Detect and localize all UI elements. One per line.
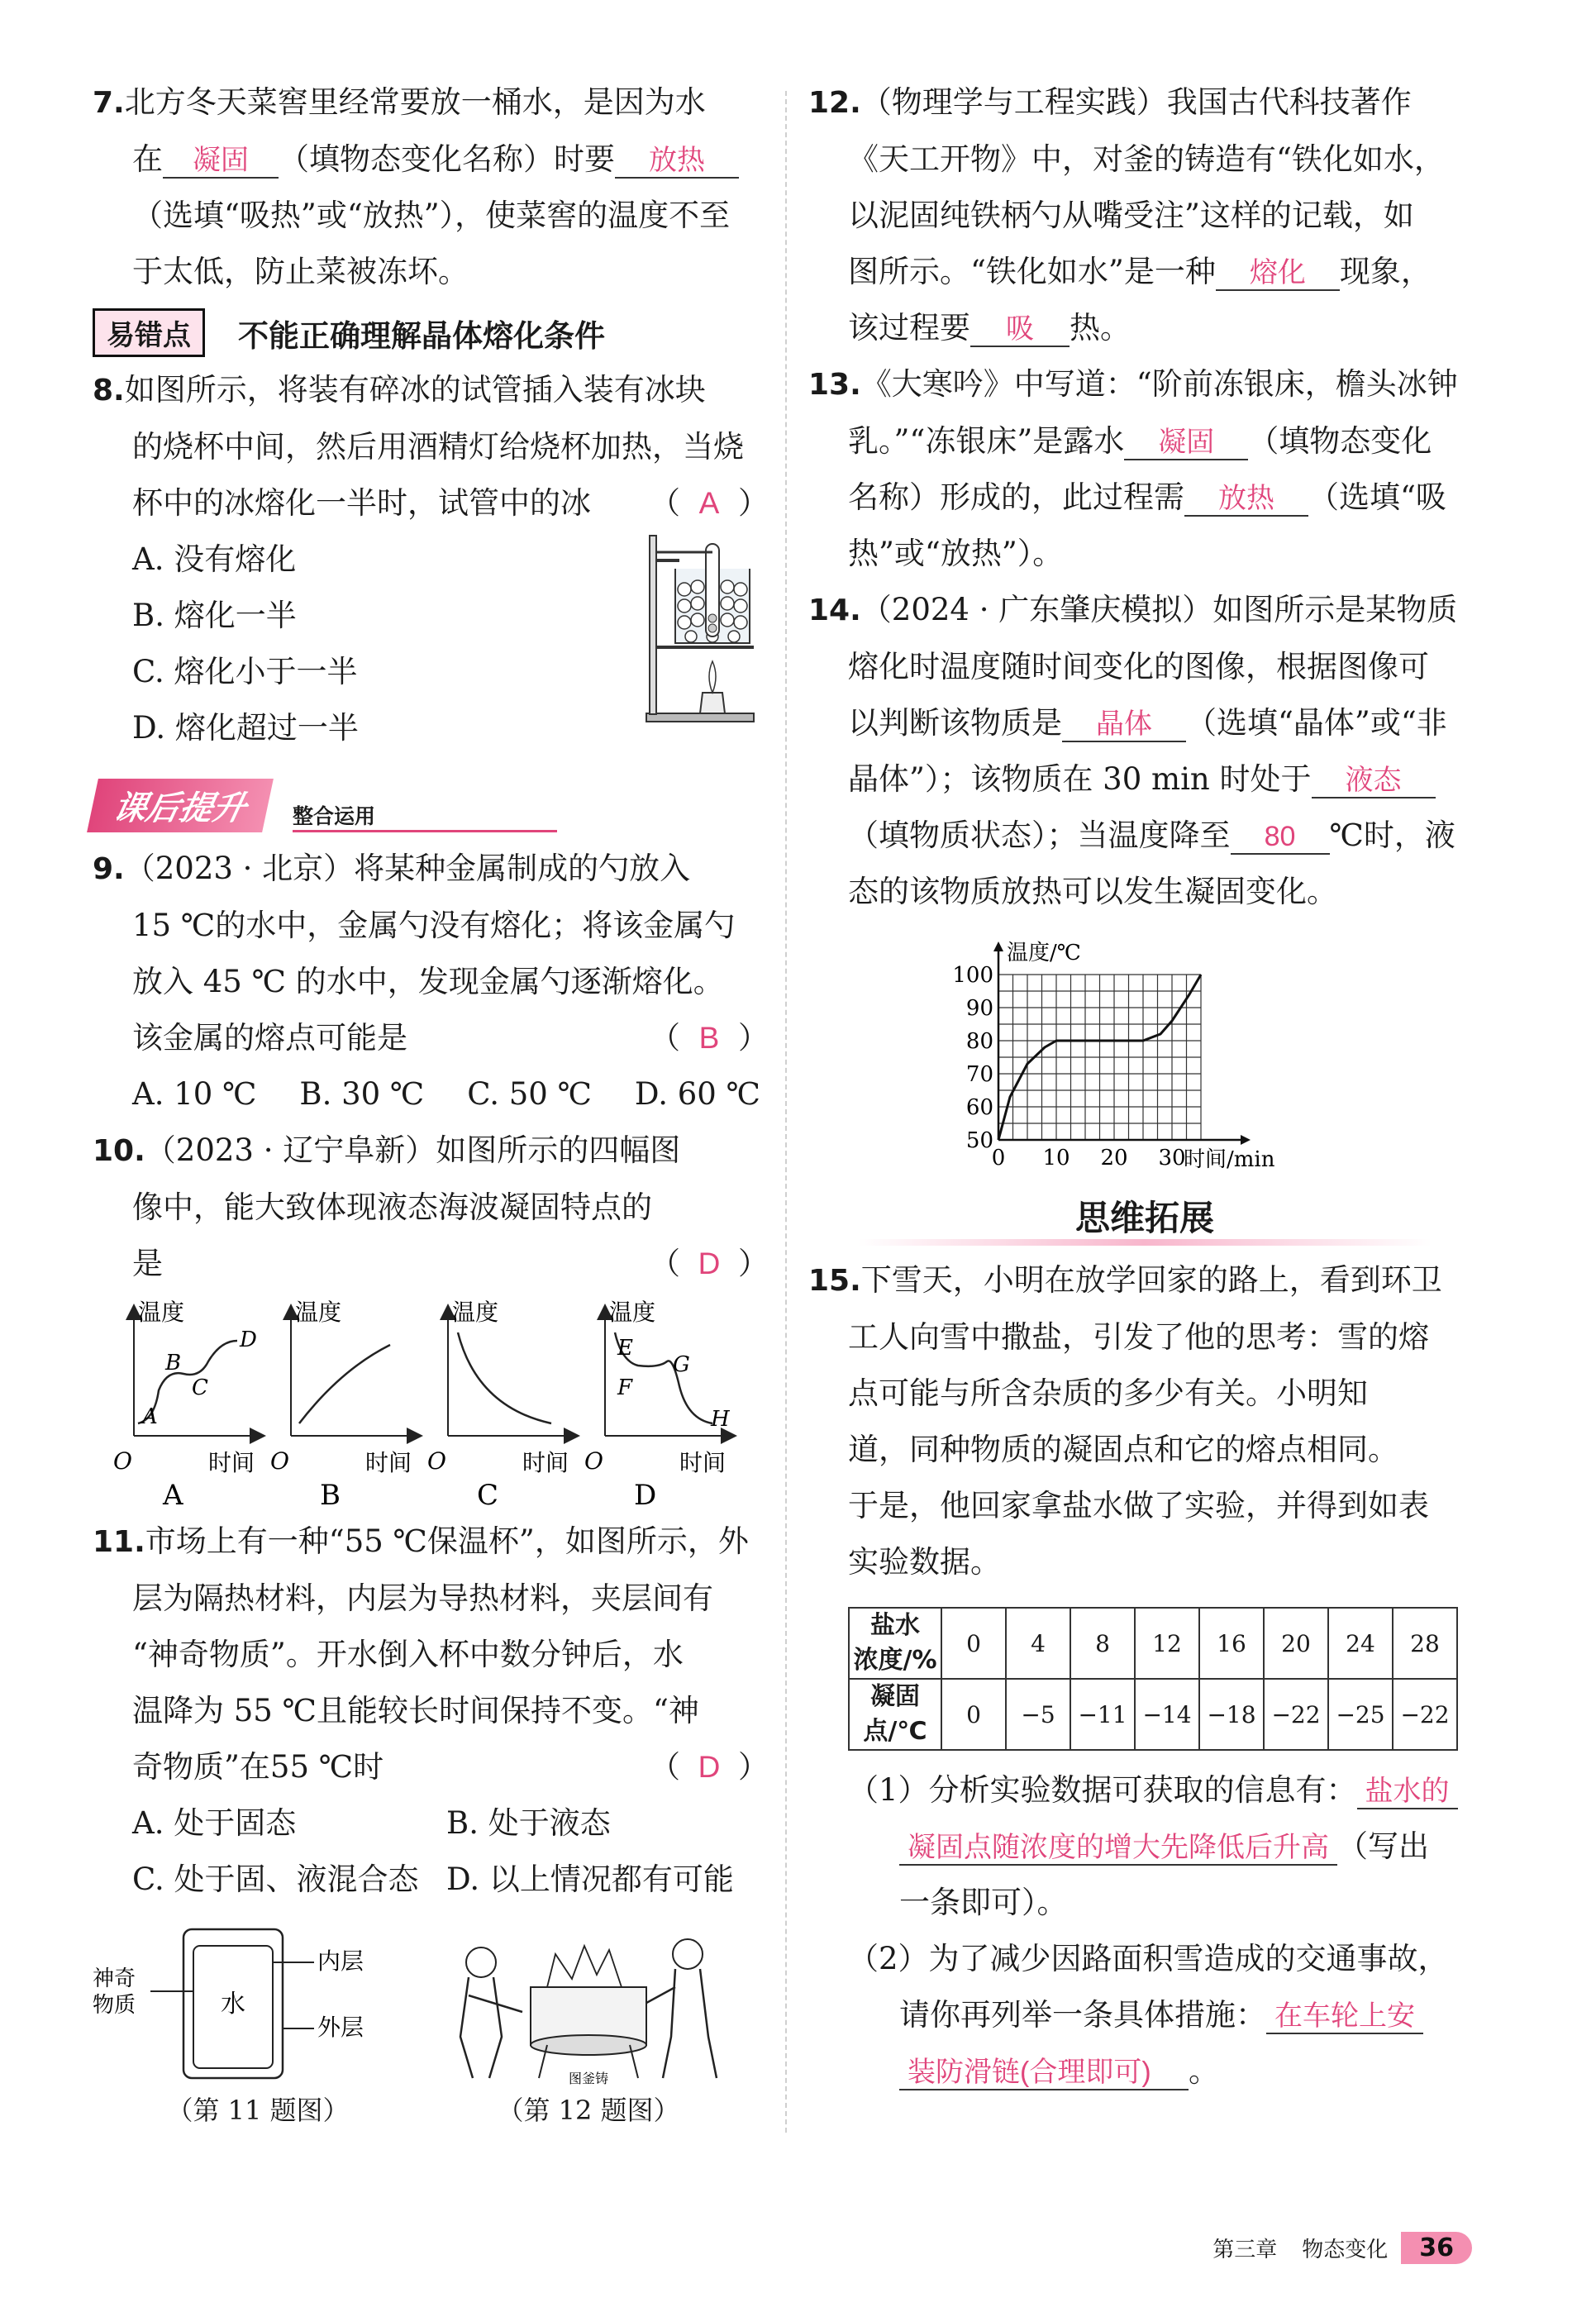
question-number: 10. bbox=[93, 1134, 145, 1168]
answer-blank: 液态 bbox=[1312, 764, 1436, 798]
question-number: 14. bbox=[808, 593, 861, 627]
question-8: 8.如图所示，将装有碎冰的试管插入装有冰块 的烧杯中间，然后用酒精灯给烧杯加热，当烧 杯中的冰熔化一半时，试管中的冰 （ A ） A. 没有熔化 B. 熔化一半 C. 熔化小于一半 D. 熔化超过一半 bbox=[93, 362, 769, 756]
figure-caption: （第 11 题图） bbox=[166, 2095, 350, 2126]
answer-blank: 放热 bbox=[1184, 482, 1308, 517]
option: B. 熔化一半 bbox=[132, 598, 297, 633]
question-number: 12. bbox=[808, 86, 861, 120]
graph-letter: B bbox=[320, 1479, 341, 1510]
answer-blank: 熔化 bbox=[1216, 256, 1340, 291]
thinking-extension-header: 思维拓展 bbox=[808, 1191, 1481, 1241]
origin-label: O bbox=[584, 1447, 603, 1475]
y-tick-label: 50 bbox=[965, 1128, 993, 1153]
table-cell: −22 bbox=[1393, 1679, 1457, 1750]
figure-caption: （第 12 题图） bbox=[497, 2095, 680, 2126]
right-column bbox=[808, 74, 1481, 2100]
question-13: 13.《大寒吟》中写道：“阶前冻银床，檐头冰钟 乳。”“冻银床”是露水 凝固 （填物态变化 名称）形成的，此过程需 放热 （选填“吸 热”或“放热”）。 bbox=[808, 366, 1458, 571]
point-label: H bbox=[711, 1407, 730, 1432]
chapter-title: 物态变化 bbox=[1302, 2238, 1389, 2262]
beaker-apparatus-figure bbox=[638, 527, 762, 726]
answer-blank: 凝固 bbox=[163, 144, 279, 179]
answer-blank: 凝固 bbox=[1124, 426, 1248, 460]
x-axis-arrow bbox=[1241, 1135, 1251, 1145]
question-number: 13. bbox=[808, 368, 861, 402]
table-cell: 0 bbox=[941, 1608, 1006, 1679]
y-axis-label: 温度 bbox=[609, 1299, 656, 1326]
y-axis-arrow bbox=[993, 941, 1003, 951]
point-label: D bbox=[240, 1328, 257, 1352]
graph-letter: D bbox=[634, 1479, 657, 1510]
question-number: 7. bbox=[93, 86, 125, 120]
table-cell: 16 bbox=[1199, 1608, 1264, 1679]
water-label: 水 bbox=[221, 1990, 245, 2019]
banner-subtitle: 整合运用 bbox=[293, 800, 557, 832]
four-graphs-figure bbox=[93, 1295, 769, 1510]
question-15: 15.下雪天，小明在放学回家的路上，看到环卫 工人向雪中撒盐，引发了他的思考：雪的熔 点可能与所含杂质的多少有关。小明知 道，同种物质的凝固点和它的熔点相同。 于是，他回家拿盐水做了实验，并得到如表 实验数据。 盐水 浓度/% 0 4 8 12 16 20 24 28 凝固 点/℃ 0 −5 −11 −14 −18 −22 −25 −22 （1）分析实验数据可获取的信息有： 盐水的 凝固点随浓度的增大先降低后升高 （写出 一条即可）。 （2）为了减少因路面积雪造成的交通事故， 请你再列举一条具体措施： 在车轮上安 装防滑链(合理即可) 。 bbox=[808, 1252, 1481, 2100]
graph-a bbox=[113, 1299, 258, 1510]
inner-layer-label: 内层 bbox=[317, 1947, 364, 1975]
thermos-cup-figure bbox=[93, 1921, 423, 2086]
x-tick-label: 20 bbox=[1100, 1146, 1128, 1170]
question-11: 11.市场上有一种“55 ℃保温杯”，如图所示，外 层为隔热材料，内层为导热材料，夹层间有 “神奇物质”。开水倒入杯中数分钟后，水 温降为 55 ℃且能较长时间保持不变。“神 奇物质”在55 ℃时 （ D ） A. 处于固态 B. 处于液态 C. 处于固、液混合态 D. 以上情况都有可能 水 神奇物质 内层 外层 （第 11 题图） 图釜铸 （第 12 题图） bbox=[93, 1523, 769, 2126]
option: A. 10 ℃ bbox=[132, 1076, 257, 1112]
choice-answer: （ D ） bbox=[650, 1749, 769, 1785]
y-tick-label: 80 bbox=[965, 1029, 993, 1054]
after-class-banner bbox=[93, 775, 769, 832]
choice-answer: （ B ） bbox=[650, 1020, 769, 1056]
point-label: E bbox=[617, 1336, 633, 1361]
table-cell: 8 bbox=[1070, 1608, 1135, 1679]
table-cell: 28 bbox=[1393, 1608, 1457, 1679]
x-axis-label: 时间/min bbox=[1184, 1147, 1275, 1172]
x-axis-label: 时间 bbox=[679, 1449, 727, 1476]
option: C. 处于固、液混合态 bbox=[132, 1862, 419, 1897]
error-prone-section bbox=[93, 308, 769, 357]
y-axis-label: 温度/℃ bbox=[1007, 941, 1081, 965]
option: B. 处于液态 bbox=[446, 1805, 611, 1841]
outer-layer-label: 外层 bbox=[317, 2014, 364, 2041]
error-tag: 易错点 bbox=[93, 308, 205, 357]
point-label: F bbox=[617, 1375, 633, 1400]
table-row bbox=[849, 1679, 1457, 1750]
illustration-label: 图釜铸 bbox=[568, 2071, 609, 2086]
option: C. 50 ℃ bbox=[467, 1076, 592, 1112]
question-7: 7.北方冬天菜窖里经常要放一桶水，是因为水 在 凝固 （填物态变化名称）时要 放热 （选填“吸热”或“放热”），使菜窖的温度不至 于太低，防止菜被冻坏。 bbox=[93, 74, 769, 300]
salt-water-data-table bbox=[848, 1607, 1458, 1751]
banner-title: 课后提升 bbox=[87, 779, 274, 832]
choice-answer: （ D ） bbox=[650, 1246, 769, 1281]
origin-label: O bbox=[113, 1447, 132, 1475]
graph-c bbox=[427, 1299, 572, 1510]
table-cell: 20 bbox=[1264, 1608, 1328, 1679]
answer-blank: 80 bbox=[1231, 820, 1330, 855]
ancient-casting-illustration bbox=[423, 1921, 754, 2086]
option: D. 60 ℃ bbox=[634, 1076, 760, 1112]
y-axis-label: 温度 bbox=[138, 1299, 185, 1326]
table-cell: −5 bbox=[1006, 1679, 1070, 1750]
question-number: 8. bbox=[93, 374, 125, 408]
option: D. 熔化超过一半 bbox=[132, 710, 359, 746]
option: A. 处于固态 bbox=[132, 1805, 297, 1841]
choice-answer: （ A ） bbox=[650, 485, 769, 521]
point-label: C bbox=[192, 1375, 208, 1400]
y-axis-label: 温度 bbox=[452, 1299, 499, 1326]
figure-11 bbox=[93, 1921, 423, 2128]
x-tick-label: 30 bbox=[1158, 1146, 1186, 1170]
graph-b bbox=[270, 1299, 415, 1510]
answer-blank: 吸 bbox=[970, 312, 1070, 347]
page-number: 36 bbox=[1401, 2232, 1472, 2264]
graph-letter: C bbox=[477, 1479, 499, 1510]
magic-substance-label: 神奇物质 bbox=[93, 1966, 136, 2018]
table-cell: −11 bbox=[1070, 1679, 1135, 1750]
point-label: B bbox=[165, 1351, 182, 1375]
question-10: 10.（2023 · 辽宁阜新）如图所示的四幅图 像中，能大致体现液态海波凝固特点的 是 （ D ） 温度 时间 O A B C D A 温度 时间 O B 温度 时间 O C 温度 时间 O E F G H D bbox=[93, 1132, 769, 1510]
figure-12 bbox=[423, 1921, 754, 2128]
x-axis-label: 时间 bbox=[365, 1449, 412, 1476]
table-cell: 12 bbox=[1135, 1608, 1199, 1679]
x-tick-label: 0 bbox=[991, 1146, 1006, 1170]
table-header: 盐水 浓度/% bbox=[849, 1608, 941, 1679]
graph-letter: A bbox=[163, 1479, 183, 1510]
y-tick-label: 70 bbox=[965, 1062, 993, 1087]
page-footer bbox=[1212, 2232, 1472, 2264]
options-row bbox=[93, 1066, 769, 1123]
answer-blank: 盐水的 bbox=[1357, 1775, 1458, 1809]
table-header: 凝固 点/℃ bbox=[849, 1679, 941, 1750]
answer-blank: 放热 bbox=[615, 144, 739, 179]
answer-blank: 凝固点随浓度的增大先降低后升高 bbox=[899, 1831, 1337, 1866]
table-cell: −25 bbox=[1328, 1679, 1393, 1750]
y-axis-label: 温度 bbox=[295, 1299, 342, 1326]
answer-blank: 晶体 bbox=[1062, 708, 1186, 742]
table-cell: 0 bbox=[941, 1679, 1006, 1750]
table-cell: −18 bbox=[1199, 1679, 1264, 1750]
question-12: 12.（物理学与工程实践）我国古代科技著作 《天工开物》中，对釜的铸造有“铁化如水， 以泥固纯铁柄勺从嘴受注”这样的记载，如 图所示。“铁化如水”是一种 熔化 现象， 该过程要 吸 热。 bbox=[808, 84, 1445, 346]
question-number: 9. bbox=[93, 852, 125, 886]
table-cell: 4 bbox=[1006, 1608, 1070, 1679]
chapter-label: 第三章 bbox=[1212, 2238, 1278, 2262]
question-9: 9.（2023 · 北京）将某种金属制成的勺放入 15 ℃的水中，金属勺没有熔化；将该金属勺 放入 45 ℃ 的水中，发现金属勺逐渐熔化。 该金属的熔点可能是 （ B ） A. 10 ℃ B. 30 ℃ C. 50 ℃ D. 60 ℃ bbox=[93, 841, 769, 1123]
y-tick-label: 100 bbox=[952, 963, 993, 988]
x-tick-label: 10 bbox=[1042, 1146, 1070, 1170]
origin-label: O bbox=[270, 1447, 289, 1475]
options-row bbox=[93, 1852, 769, 1908]
x-axis-label: 时间 bbox=[522, 1449, 569, 1476]
options-row bbox=[93, 1795, 769, 1852]
table-row bbox=[849, 1608, 1457, 1679]
question-number: 15. bbox=[808, 1264, 861, 1298]
option: B. 30 ℃ bbox=[299, 1076, 425, 1112]
figures-row bbox=[93, 1921, 769, 2128]
temperature-time-chart bbox=[808, 925, 1481, 1173]
y-tick-label: 90 bbox=[965, 996, 993, 1021]
graph-d bbox=[584, 1299, 731, 1510]
answer-blank: 在车轮上安 bbox=[1266, 2000, 1423, 2034]
origin-label: O bbox=[427, 1447, 446, 1475]
point-label: A bbox=[142, 1404, 158, 1429]
left-column bbox=[93, 74, 769, 2128]
section-title: 不能正确理解晶体熔化条件 bbox=[238, 317, 605, 354]
table-cell: 24 bbox=[1328, 1608, 1393, 1679]
point-label: G bbox=[673, 1352, 690, 1377]
question-number: 11. bbox=[93, 1525, 145, 1559]
option: C. 熔化小于一半 bbox=[132, 654, 358, 689]
table-cell: −14 bbox=[1135, 1679, 1199, 1750]
y-tick-label: 60 bbox=[965, 1095, 993, 1120]
column-divider bbox=[785, 91, 787, 2133]
option: D. 以上情况都有可能 bbox=[446, 1862, 734, 1897]
answer-blank: 装防滑链(合理即可) bbox=[899, 2056, 1189, 2090]
table-cell: −22 bbox=[1264, 1679, 1328, 1750]
x-axis-label: 时间 bbox=[208, 1449, 255, 1476]
option: A. 没有熔化 bbox=[132, 541, 297, 577]
question-14: 14.（2024 · 广东肇庆模拟）如图所示是某物质 熔化时温度随时间变化的图像，根据图像可 以判断该物质是 晶体 （选填“晶体”或“非 晶体”）；该物质在 30 min 时处于 液态 （填物质状态）；当温度降至 80 ℃时，液 态的该物质放热可以发生凝固变化。 50 60 70 80 90 100 0 10 20 30 温度/℃ 时间/min bbox=[808, 582, 1481, 1176]
